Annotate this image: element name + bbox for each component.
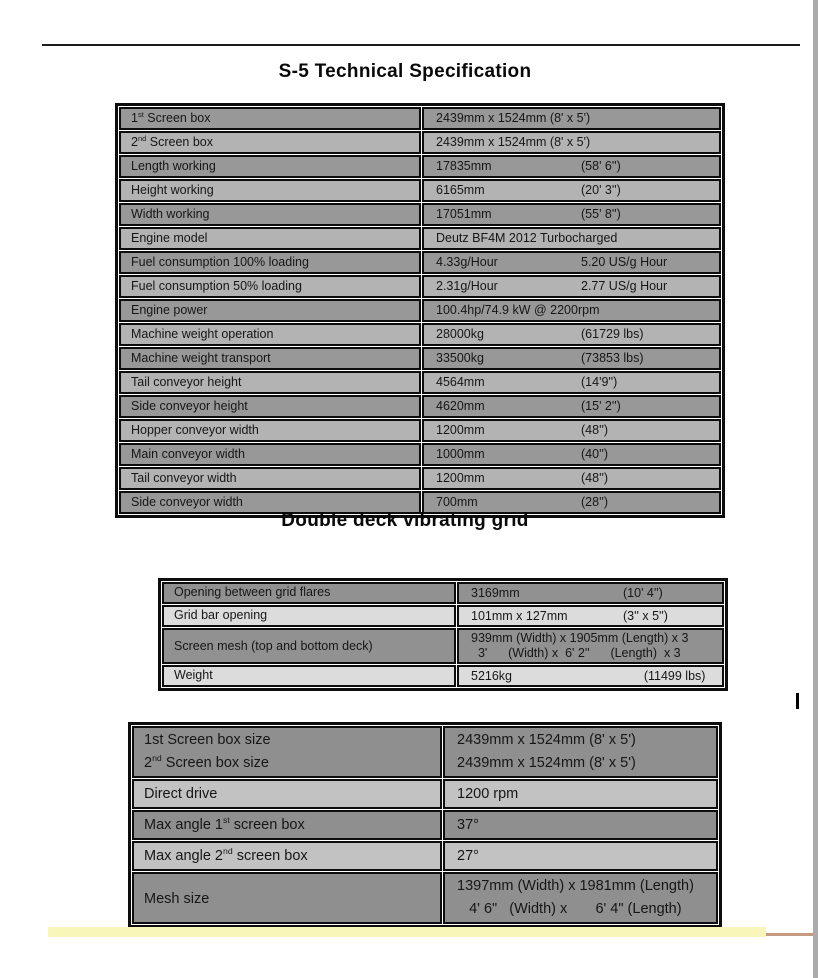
- spec-label-cell: [119, 155, 421, 178]
- spec-value-cell: [422, 275, 721, 298]
- spec-value-cell: [422, 107, 721, 130]
- screen-box-table-wrap: [128, 722, 722, 928]
- spec-label-text: 2nd Screen box: [131, 133, 214, 149]
- spec-label-cell: [162, 605, 456, 627]
- spec-value-cell: [422, 227, 721, 250]
- spec-label-cell: [162, 628, 456, 664]
- spec-label-cell: [119, 131, 421, 154]
- ordinal-superscript: st: [223, 814, 230, 825]
- ordinal-superscript: nd: [152, 753, 162, 764]
- spec-value-cell: [457, 582, 724, 604]
- spec-row: [132, 872, 718, 924]
- spec-value-text: 17835mm (58' 6''): [436, 158, 621, 173]
- spec-value-text: 1200 rpm: [457, 785, 519, 802]
- spec-value-text: 17051mm (55' 8''): [436, 206, 621, 221]
- spec-value-cell: [443, 726, 718, 778]
- spec-label-text: Length working: [131, 158, 216, 173]
- spec-value-text: 2439mm x 1524mm (8' x 5'): [436, 134, 591, 149]
- spec-label-cell: [132, 779, 442, 809]
- spec-row: [119, 395, 721, 418]
- spec-value-cell: [422, 179, 721, 202]
- spec-value-cell: [422, 467, 721, 490]
- vibrating-grid-table: [158, 578, 728, 691]
- spec-label-text: Weight: [174, 668, 213, 683]
- spec-value-text: 4620mm (15' 2''): [436, 398, 621, 413]
- spec-label-text: 1st Screen box: [131, 109, 211, 125]
- spec-value-cell: [422, 299, 721, 322]
- spec-value-cell: [422, 395, 721, 418]
- spec-value-cell: [443, 841, 718, 871]
- spec-value-text: 2439mm x 1524mm (8' x 5'): [436, 110, 591, 125]
- spec-row: [119, 299, 721, 322]
- spec-label-cell: [119, 275, 421, 298]
- spec-value-cell: [422, 131, 721, 154]
- spec-label-cell: [119, 467, 421, 490]
- spec-label-cell: [119, 371, 421, 394]
- spec-label-text: Opening between grid flares: [174, 585, 331, 600]
- ordinal-superscript: nd: [137, 133, 147, 143]
- spec-value-text: 1200mm (48''): [436, 470, 609, 485]
- spec-label-cell: [119, 179, 421, 202]
- spec-value-text: 27°: [457, 847, 479, 864]
- spec-value-text: 101mm x 127mm (3'' x 5''): [471, 608, 668, 623]
- spec-label-cell: [132, 810, 442, 840]
- spec-row: [119, 179, 721, 202]
- spec-label-text: Engine model: [131, 230, 208, 245]
- spec-label-cell: [132, 841, 442, 871]
- spec-label-text: Width working: [131, 206, 210, 221]
- spec-label-cell: [119, 323, 421, 346]
- spec-label-cell: [119, 443, 421, 466]
- spec-row: [119, 227, 721, 250]
- spec-value-text: 4564mm (14'9''): [436, 374, 618, 389]
- spec-value-cell: [443, 810, 718, 840]
- spec-value-cell: [422, 323, 721, 346]
- spec-row: [132, 779, 718, 809]
- spec-row: [119, 251, 721, 274]
- spec-value-text: 3' (Width) x 6' 2'' (Length) x 3: [471, 646, 681, 660]
- spec-value-cell: [422, 251, 721, 274]
- spec-row: [119, 275, 721, 298]
- spec-value-text: 1000mm (40''): [436, 446, 609, 461]
- spec-label-text: Tail conveyor width: [131, 470, 237, 485]
- spec-label-cell: [162, 665, 456, 687]
- page-edge-strip: [813, 0, 818, 978]
- spec-value-text: 4' 6" (Width) x 6' 4" (Length): [457, 901, 682, 917]
- spec-label-cell: [119, 251, 421, 274]
- spec-row: [162, 665, 724, 687]
- spec-label-text: Machine weight operation: [131, 326, 274, 341]
- spec-label-text: Fuel consumption 50% loading: [131, 278, 302, 293]
- spec-row: [162, 628, 724, 664]
- spec-row: [132, 726, 718, 778]
- spec-row: [119, 203, 721, 226]
- spec-label-cell: [162, 582, 456, 604]
- spec-label-text: Side conveyor height: [131, 398, 248, 413]
- spec-label-cell: [119, 299, 421, 322]
- spec-label-cell: [119, 227, 421, 250]
- spec-label-cell: [119, 107, 421, 130]
- spec-value-text: 28000kg (61729 lbs): [436, 326, 644, 341]
- text-cursor: [796, 693, 799, 709]
- spec-value-cell: [422, 443, 721, 466]
- spec-label-cell: [119, 203, 421, 226]
- page-title: S-5 Technical Specification: [278, 61, 532, 82]
- spec-row: [162, 582, 724, 604]
- spec-label-cell: [119, 419, 421, 442]
- spec-value-cell: [457, 628, 724, 664]
- spec-value-cell: [457, 665, 724, 687]
- spec-value-cell: [422, 155, 721, 178]
- spec-label-text: 2nd Screen box size: [144, 753, 269, 771]
- ordinal-superscript: nd: [223, 845, 233, 856]
- spec-value-cell: [422, 419, 721, 442]
- spec-label-cell: [119, 347, 421, 370]
- spec-row: [132, 841, 718, 871]
- spec-row: [119, 419, 721, 442]
- s5-spec-table: [115, 103, 725, 518]
- spec-value-cell: [422, 371, 721, 394]
- section-title-vibrating-grid: Double deck vibrating grid: [281, 510, 529, 531]
- spec-value-text: 5216kg (11499 lbs): [471, 668, 706, 683]
- spec-value-text: 2439mm x 1524mm (8' x 5'): [457, 732, 636, 748]
- spec-row: [132, 810, 718, 840]
- spec-row: [119, 347, 721, 370]
- spec-label-text: Height working: [131, 182, 214, 197]
- spec-value-text: 4.33g/Hour 5.20 US/g Hour: [436, 254, 668, 269]
- spec-row: [119, 107, 721, 130]
- spec-value-cell: [457, 605, 724, 627]
- spec-value-text: Deutz BF4M 2012 Turbocharged: [436, 230, 618, 245]
- spec-value-text: 37°: [457, 816, 479, 833]
- spec-value-cell: [422, 203, 721, 226]
- spec-value-cell: [422, 347, 721, 370]
- spec-label-text: Mesh size: [144, 890, 210, 907]
- spec-label-text: Direct drive: [144, 785, 218, 802]
- spec-value-cell: [443, 872, 718, 924]
- s5-spec-table-wrap: [115, 103, 725, 518]
- spec-label-text: Max angle 1st screen box: [144, 814, 305, 833]
- spec-value-text: 1397mm (Width) x 1981mm (Length): [457, 878, 694, 894]
- spec-label-text: Screen mesh (top and bottom deck): [174, 639, 373, 654]
- spec-row: [119, 371, 721, 394]
- highlight-strip: [48, 927, 766, 937]
- spec-value-text: 939mm (Width) x 1905mm (Length) x 3: [471, 631, 689, 645]
- spec-value-text: 2.31g/Hour 2.77 US/g Hour: [436, 278, 668, 293]
- spec-row: [162, 605, 724, 627]
- screen-box-table: [128, 722, 722, 928]
- spec-row: [119, 155, 721, 178]
- tan-line: [766, 933, 818, 936]
- spec-label-text: Hopper conveyor width: [131, 422, 259, 437]
- spec-label-cell: [132, 726, 442, 778]
- spec-value-text: 700mm (28''): [436, 494, 609, 509]
- spec-row: [119, 323, 721, 346]
- ordinal-superscript: st: [137, 109, 144, 119]
- spec-value-text: 6165mm (20' 3''): [436, 182, 621, 197]
- spec-row: [119, 467, 721, 490]
- spec-row: [119, 443, 721, 466]
- spec-value-text: 33500kg (73853 lbs): [436, 350, 644, 365]
- spec-row: [119, 131, 721, 154]
- spec-label-text: Side conveyor width: [131, 494, 243, 509]
- spec-label-text: Fuel consumption 100% loading: [131, 254, 309, 269]
- spec-label-cell: [119, 395, 421, 418]
- spec-label-text: Main conveyor width: [131, 446, 245, 461]
- spec-value-text: 2439mm x 1524mm (8' x 5'): [457, 755, 636, 771]
- spec-value-text: 3169mm (10' 4''): [471, 585, 663, 600]
- spec-label-text: Grid bar opening: [174, 608, 268, 623]
- spec-label-text: Tail conveyor height: [131, 374, 242, 389]
- spec-label-cell: [132, 872, 442, 924]
- spec-value-text: 100.4hp/74.9 kW @ 2200rpm: [436, 302, 600, 317]
- spec-value-cell: [443, 779, 718, 809]
- spec-label-text: 1st Screen box size: [144, 732, 271, 748]
- spec-value-text: 1200mm (48''): [436, 422, 609, 437]
- vibrating-grid-table-wrap: [158, 578, 728, 691]
- spec-label-text: Engine power: [131, 302, 208, 317]
- spec-label-text: Machine weight transport: [131, 350, 271, 365]
- spec-label-text: Max angle 2nd screen box: [144, 845, 308, 864]
- header-rule: [42, 44, 800, 46]
